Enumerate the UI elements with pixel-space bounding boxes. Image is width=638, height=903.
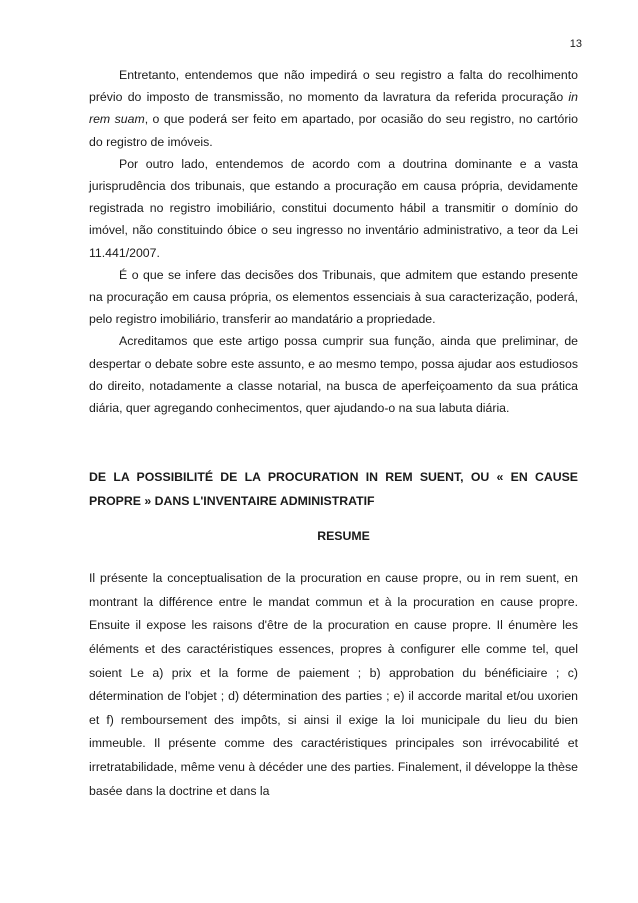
french-title: DE LA POSSIBILITÉ DE LA PROCURATION IN REM SUENT, OU « EN CAUSE PROPRE » DANS L'INVENTAIRE ADMINISTRATIF (89, 470, 578, 508)
resume-heading: RESUME (317, 529, 370, 544)
paragraph-conclusao: Acreditamos que este artigo possa cumprir sua função, ainda que preliminar, de despertar o debate sobre este assunto, e ao mesmo tempo, possa ajudar aos estudiosos do direito, notadamente a classe notarial, na busca de aperfeiçoamento da sua prática diária, quer agregando conhecimentos, quer ajudando-o na sua labuta diária. (89, 334, 578, 416)
document-body (89, 64, 578, 803)
paragraph-registro (89, 64, 578, 153)
paragraph-jurisprudencia: Por outro lado, entendemos de acordo com a doutrina dominante e a vasta jurisprudência dos tribunais, que estando a procuração em causa própria, devidamente registrada no registro imobiliário, constitui documento hábil a transmitir o domínio do imóvel, não constituindo óbice o seu ingresso no inventário administrativo, a teor da Lei 11.441/2007. (89, 156, 578, 260)
paragraph-text: Entretanto, entendemos que não impedirá o seu registro a falta do recolhimento prévio do imposto de transmissão, no momento da lavratura da referida procuração (89, 68, 578, 105)
resume-paragraph: Il présente la conceptualisation de la procuration en cause propre, ou in rem suent, en montrant la différence entre le mandat commun et à la procuration en cause propre. Ensuite il expose les raisons d'être de la procuration en cause propre. Il énumère les éléments et des caractéristiques essences, propres à configurer elle comme tel, quel soient Le a) prix et la forme de paiement ; b) approbation du bénéficiaire ; c) détermination de l'objet ; d) détermination des parties ; e) il accorde marital et/ou uxorien et f) remboursement des impôts, si ainsi il exige la loi municipale du lieu du bien immeuble. Il présente comme des caractéristiques principales son irrévocabilité et irretratabilidade, même venu à décéder une des parties. Finalement, il développe la thèse basée dans la doctrine et dans la (89, 571, 578, 798)
page-number: 13 (569, 38, 582, 50)
paragraph-text: , o que poderá ser feito em apartado, por ocasião do seu registro, no cartório do registro de imóveis. (89, 112, 578, 149)
italic-term: in rem suam (89, 90, 578, 127)
paragraph-tribunais: É o que se infere das decisões dos Tribunais, que admitem que estando presente na procuração em causa própria, os elementos essenciais à sua caracterização, poderá, pelo registro imobiliário, transferir ao mandatário a propriedade. (89, 267, 578, 327)
